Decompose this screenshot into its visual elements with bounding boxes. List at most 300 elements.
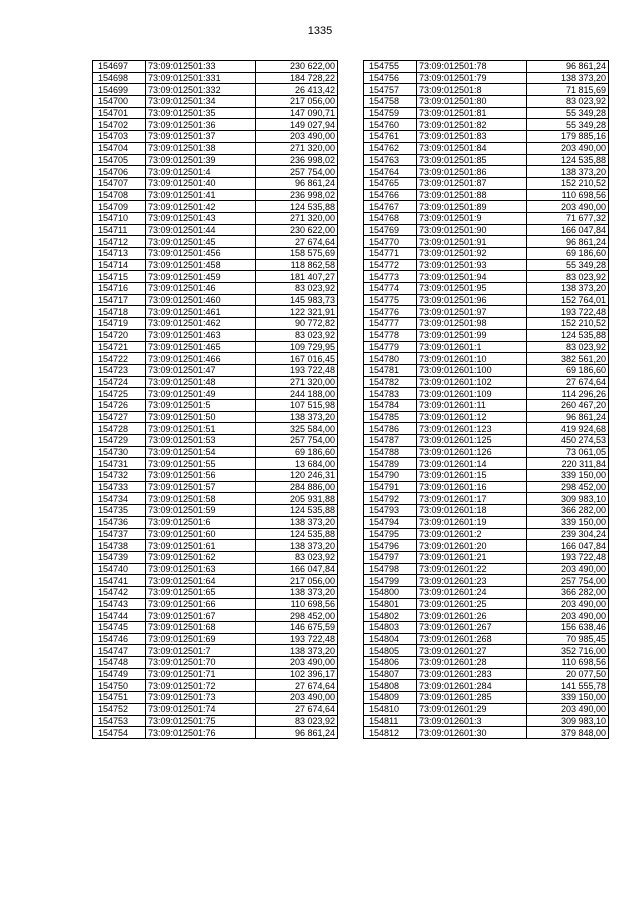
table-row xyxy=(364,610,609,622)
cadastral-number-cell: 73:09:012501:68 xyxy=(146,622,256,634)
cadastral-number-cell: 73:09:012501:465 xyxy=(146,341,256,353)
value-cell: 193 722,48 xyxy=(256,633,338,645)
cadastral-number-cell: 73:09:012601:285 xyxy=(417,692,527,704)
value-cell: 203 490,00 xyxy=(256,657,338,669)
cadastral-number-cell: 73:09:012501:462 xyxy=(146,318,256,330)
value-cell: 26 413,42 xyxy=(256,84,338,96)
cadastral-number-cell: 73:09:012601:17 xyxy=(417,493,527,505)
cadastral-number-cell: 73:09:012501:88 xyxy=(417,189,527,201)
value-cell: 96 861,24 xyxy=(527,411,609,423)
row-number-cell: 154736 xyxy=(93,516,146,528)
cadastral-number-cell: 73:09:012501:89 xyxy=(417,201,527,213)
cadastral-number-cell: 73:09:012501:67 xyxy=(146,610,256,622)
value-cell: 146 675,59 xyxy=(256,622,338,634)
cadastral-number-cell: 73:09:012501:9 xyxy=(417,212,527,224)
value-cell: 138 373,20 xyxy=(256,516,338,528)
value-cell: 193 722,48 xyxy=(527,306,609,318)
value-cell: 257 754,00 xyxy=(256,435,338,447)
value-cell: 166 047,84 xyxy=(527,540,609,552)
table-row xyxy=(364,540,609,552)
value-cell: 27 674,64 xyxy=(256,236,338,248)
table-row xyxy=(93,423,338,435)
table-row xyxy=(93,458,338,470)
cadastral-number-cell: 73:09:012501:94 xyxy=(417,271,527,283)
cadastral-number-cell: 73:09:012501:43 xyxy=(146,212,256,224)
row-number-cell: 154797 xyxy=(364,551,417,563)
table-row xyxy=(364,329,609,341)
row-number-cell: 154738 xyxy=(93,540,146,552)
cadastral-number-cell: 73:09:012501:456 xyxy=(146,248,256,260)
row-number-cell: 154732 xyxy=(93,470,146,482)
value-cell: 83 023,92 xyxy=(527,96,609,108)
cadastral-number-cell: 73:09:012501:35 xyxy=(146,107,256,119)
table-row xyxy=(93,294,338,306)
row-number-cell: 154756 xyxy=(364,72,417,84)
table-row xyxy=(93,131,338,143)
row-number-cell: 154702 xyxy=(93,119,146,131)
cadastral-number-cell: 73:09:012601:27 xyxy=(417,645,527,657)
row-number-cell: 154699 xyxy=(93,84,146,96)
table-row xyxy=(93,668,338,680)
cadastral-number-cell: 73:09:012501:74 xyxy=(146,703,256,715)
value-cell: 244 188,00 xyxy=(256,388,338,400)
table-row xyxy=(93,364,338,376)
value-cell: 203 490,00 xyxy=(527,703,609,715)
cadastral-number-cell: 73:09:012501:87 xyxy=(417,177,527,189)
value-cell: 27 674,64 xyxy=(527,376,609,388)
value-cell: 366 282,00 xyxy=(527,586,609,598)
row-number-cell: 154771 xyxy=(364,248,417,260)
value-cell: 239 304,24 xyxy=(527,528,609,540)
table-row xyxy=(93,528,338,540)
row-number-cell: 154768 xyxy=(364,212,417,224)
table-row xyxy=(364,657,609,669)
cadastral-number-cell: 73:09:012501:50 xyxy=(146,411,256,423)
table-row xyxy=(364,598,609,610)
cadastral-number-cell: 73:09:012501:51 xyxy=(146,423,256,435)
row-number-cell: 154776 xyxy=(364,306,417,318)
cadastral-number-cell: 73:09:012501:80 xyxy=(417,96,527,108)
table-row xyxy=(364,154,609,166)
table-row xyxy=(93,727,338,739)
cadastral-number-cell: 73:09:012501:463 xyxy=(146,329,256,341)
table-row xyxy=(364,224,609,236)
value-cell: 184 728,22 xyxy=(256,72,338,84)
cadastral-number-cell: 73:09:012501:93 xyxy=(417,259,527,271)
table-row xyxy=(93,166,338,178)
cadastral-number-cell: 73:09:012501:63 xyxy=(146,563,256,575)
cadastral-number-cell: 73:09:012601:10 xyxy=(417,353,527,365)
row-number-cell: 154808 xyxy=(364,680,417,692)
cadastral-number-cell: 73:09:012501:59 xyxy=(146,505,256,517)
value-cell: 147 090,71 xyxy=(256,107,338,119)
table-row xyxy=(93,72,338,84)
value-cell: 339 150,00 xyxy=(527,692,609,704)
row-number-cell: 154802 xyxy=(364,610,417,622)
cadastral-number-cell: 73:09:012501:41 xyxy=(146,189,256,201)
table-row xyxy=(93,119,338,131)
row-number-cell: 154750 xyxy=(93,680,146,692)
table-row xyxy=(93,353,338,365)
table-row xyxy=(93,575,338,587)
row-number-cell: 154785 xyxy=(364,411,417,423)
table-row xyxy=(364,668,609,680)
table-row xyxy=(93,586,338,598)
cadastral-number-cell: 73:09:012601:23 xyxy=(417,575,527,587)
row-number-cell: 154783 xyxy=(364,388,417,400)
cadastral-number-cell: 73:09:012601:100 xyxy=(417,364,527,376)
value-cell: 257 754,00 xyxy=(256,166,338,178)
value-cell: 83 023,92 xyxy=(527,341,609,353)
table-row xyxy=(364,166,609,178)
cadastral-number-cell: 73:09:012601:25 xyxy=(417,598,527,610)
row-number-cell: 154713 xyxy=(93,248,146,260)
value-cell: 230 622,00 xyxy=(256,61,338,73)
table-row xyxy=(364,388,609,400)
row-number-cell: 154726 xyxy=(93,399,146,411)
table-row xyxy=(364,575,609,587)
cadastral-number-cell: 73:09:012501:46 xyxy=(146,283,256,295)
cadastral-number-cell: 73:09:012501:56 xyxy=(146,470,256,482)
value-cell: 138 373,20 xyxy=(256,645,338,657)
value-cell: 27 674,64 xyxy=(256,703,338,715)
value-cell: 71 677,32 xyxy=(527,212,609,224)
cadastral-number-cell: 73:09:012601:26 xyxy=(417,610,527,622)
value-cell: 450 274,53 xyxy=(527,435,609,447)
table-row xyxy=(93,610,338,622)
row-number-cell: 154810 xyxy=(364,703,417,715)
cadastral-number-cell: 73:09:012501:458 xyxy=(146,259,256,271)
value-cell: 55 349,28 xyxy=(527,119,609,131)
value-cell: 69 186,60 xyxy=(256,446,338,458)
table-row xyxy=(93,680,338,692)
row-number-cell: 154760 xyxy=(364,119,417,131)
cadastral-number-cell: 73:09:012501:6 xyxy=(146,516,256,528)
value-cell: 83 023,92 xyxy=(527,271,609,283)
table-row xyxy=(364,458,609,470)
row-number-cell: 154773 xyxy=(364,271,417,283)
value-cell: 193 722,48 xyxy=(256,364,338,376)
row-number-cell: 154724 xyxy=(93,376,146,388)
cadastral-number-cell: 73:09:012601:2 xyxy=(417,528,527,540)
table-row xyxy=(364,96,609,108)
row-number-cell: 154746 xyxy=(93,633,146,645)
table-row xyxy=(364,271,609,283)
value-cell: 166 047,84 xyxy=(256,563,338,575)
row-number-cell: 154770 xyxy=(364,236,417,248)
table-row xyxy=(93,61,338,73)
row-number-cell: 154706 xyxy=(93,166,146,178)
cadastral-number-cell: 73:09:012601:16 xyxy=(417,481,527,493)
row-number-cell: 154794 xyxy=(364,516,417,528)
table-row xyxy=(93,388,338,400)
value-cell: 69 186,60 xyxy=(527,364,609,376)
row-number-cell: 154730 xyxy=(93,446,146,458)
row-number-cell: 154717 xyxy=(93,294,146,306)
row-number-cell: 154731 xyxy=(93,458,146,470)
value-cell: 20 077,50 xyxy=(527,668,609,680)
value-cell: 122 321,91 xyxy=(256,306,338,318)
table-row xyxy=(93,271,338,283)
row-number-cell: 154811 xyxy=(364,715,417,727)
row-number-cell: 154722 xyxy=(93,353,146,365)
table-row xyxy=(93,435,338,447)
row-number-cell: 154799 xyxy=(364,575,417,587)
table-row xyxy=(93,236,338,248)
row-number-cell: 154798 xyxy=(364,563,417,575)
row-number-cell: 154805 xyxy=(364,645,417,657)
cadastral-number-cell: 73:09:012501:66 xyxy=(146,598,256,610)
table-row xyxy=(364,551,609,563)
cadastral-number-cell: 73:09:012601:28 xyxy=(417,657,527,669)
table-row xyxy=(93,657,338,669)
table-row xyxy=(364,189,609,201)
cadastral-number-cell: 73:09:012601:14 xyxy=(417,458,527,470)
cadastral-number-cell: 73:09:012601:29 xyxy=(417,703,527,715)
value-cell: 166 047,84 xyxy=(527,224,609,236)
cadastral-number-cell: 73:09:012501:91 xyxy=(417,236,527,248)
cadastral-number-cell: 73:09:012501:79 xyxy=(417,72,527,84)
table-row xyxy=(93,692,338,704)
table-row xyxy=(93,633,338,645)
table-row xyxy=(364,353,609,365)
value-cell: 158 575,69 xyxy=(256,248,338,260)
row-number-cell: 154749 xyxy=(93,668,146,680)
value-cell: 217 056,00 xyxy=(256,96,338,108)
table-row xyxy=(364,283,609,295)
value-cell: 96 861,24 xyxy=(527,236,609,248)
page-number: 1335 xyxy=(307,25,333,37)
cadastral-number-cell: 73:09:012501:49 xyxy=(146,388,256,400)
table-row xyxy=(364,435,609,447)
value-cell: 284 886,00 xyxy=(256,481,338,493)
row-number-cell: 154761 xyxy=(364,131,417,143)
table-row xyxy=(364,306,609,318)
row-number-cell: 154754 xyxy=(93,727,146,739)
row-number-cell: 154739 xyxy=(93,551,146,563)
table-row xyxy=(93,411,338,423)
table-row xyxy=(364,72,609,84)
table-row xyxy=(93,224,338,236)
row-number-cell: 154709 xyxy=(93,201,146,213)
row-number-cell: 154767 xyxy=(364,201,417,213)
value-cell: 124 535,88 xyxy=(527,329,609,341)
row-number-cell: 154787 xyxy=(364,435,417,447)
table-row xyxy=(93,470,338,482)
value-cell: 271 320,00 xyxy=(256,142,338,154)
cadastral-number-cell: 73:09:012601:1 xyxy=(417,341,527,353)
value-cell: 96 861,24 xyxy=(256,727,338,739)
value-cell: 138 373,20 xyxy=(527,166,609,178)
table-row xyxy=(364,563,609,575)
cadastral-number-cell: 73:09:012501:7 xyxy=(146,645,256,657)
value-cell: 120 246,31 xyxy=(256,470,338,482)
row-number-cell: 154790 xyxy=(364,470,417,482)
cadastral-number-cell: 73:09:012501:331 xyxy=(146,72,256,84)
row-number-cell: 154741 xyxy=(93,575,146,587)
table-row xyxy=(93,516,338,528)
table-row xyxy=(364,259,609,271)
table-row xyxy=(364,248,609,260)
table-row xyxy=(93,493,338,505)
row-number-cell: 154701 xyxy=(93,107,146,119)
row-number-cell: 154766 xyxy=(364,189,417,201)
table-row xyxy=(93,563,338,575)
value-cell: 138 373,20 xyxy=(527,72,609,84)
table-row xyxy=(364,411,609,423)
row-number-cell: 154751 xyxy=(93,692,146,704)
table-row xyxy=(364,236,609,248)
cadastral-number-cell: 73:09:012601:22 xyxy=(417,563,527,575)
row-number-cell: 154763 xyxy=(364,154,417,166)
value-cell: 257 754,00 xyxy=(527,575,609,587)
value-cell: 203 490,00 xyxy=(256,131,338,143)
row-number-cell: 154764 xyxy=(364,166,417,178)
value-cell: 203 490,00 xyxy=(256,692,338,704)
value-cell: 298 452,00 xyxy=(527,481,609,493)
row-number-cell: 154698 xyxy=(93,72,146,84)
row-number-cell: 154755 xyxy=(364,61,417,73)
cadastral-number-cell: 73:09:012501:71 xyxy=(146,668,256,680)
row-number-cell: 154745 xyxy=(93,622,146,634)
table-row xyxy=(364,622,609,634)
row-number-cell: 154757 xyxy=(364,84,417,96)
cadastral-number-cell: 73:09:012501:39 xyxy=(146,154,256,166)
value-cell: 193 722,48 xyxy=(527,551,609,563)
row-number-cell: 154801 xyxy=(364,598,417,610)
table-row xyxy=(93,248,338,260)
row-number-cell: 154708 xyxy=(93,189,146,201)
value-cell: 339 150,00 xyxy=(527,516,609,528)
cadastral-number-cell: 73:09:012501:460 xyxy=(146,294,256,306)
row-number-cell: 154728 xyxy=(93,423,146,435)
row-number-cell: 154778 xyxy=(364,329,417,341)
table-row xyxy=(93,84,338,96)
table-row xyxy=(93,259,338,271)
table-row xyxy=(364,376,609,388)
value-cell: 73 061,05 xyxy=(527,446,609,458)
table-row xyxy=(93,341,338,353)
table-row xyxy=(93,446,338,458)
table-row xyxy=(364,142,609,154)
cadastral-number-cell: 73:09:012601:3 xyxy=(417,715,527,727)
cadastral-number-cell: 73:09:012601:15 xyxy=(417,470,527,482)
value-cell: 70 985,45 xyxy=(527,633,609,645)
row-number-cell: 154796 xyxy=(364,540,417,552)
value-cell: 110 698,56 xyxy=(256,598,338,610)
table-row xyxy=(93,329,338,341)
row-number-cell: 154769 xyxy=(364,224,417,236)
cadastral-number-cell: 73:09:012601:21 xyxy=(417,551,527,563)
cadastral-number-cell: 73:09:012501:54 xyxy=(146,446,256,458)
value-cell: 309 983,10 xyxy=(527,715,609,727)
value-cell: 55 349,28 xyxy=(527,259,609,271)
value-cell: 203 490,00 xyxy=(527,610,609,622)
table-row xyxy=(93,318,338,330)
table-row xyxy=(364,294,609,306)
cadastral-number-cell: 73:09:012501:85 xyxy=(417,154,527,166)
row-number-cell: 154809 xyxy=(364,692,417,704)
table-row xyxy=(93,142,338,154)
cadastral-number-cell: 73:09:012601:20 xyxy=(417,540,527,552)
value-cell: 236 998,02 xyxy=(256,189,338,201)
table-row xyxy=(364,481,609,493)
table-row xyxy=(364,201,609,213)
cadastral-number-cell: 73:09:012501:76 xyxy=(146,727,256,739)
row-number-cell: 154740 xyxy=(93,563,146,575)
table-row xyxy=(93,622,338,634)
row-number-cell: 154791 xyxy=(364,481,417,493)
table-row xyxy=(364,318,609,330)
row-number-cell: 154703 xyxy=(93,131,146,143)
row-number-cell: 154795 xyxy=(364,528,417,540)
table-row xyxy=(93,189,338,201)
cadastral-number-cell: 73:09:012501:4 xyxy=(146,166,256,178)
cadastral-number-cell: 73:09:012501:40 xyxy=(146,177,256,189)
value-cell: 110 698,56 xyxy=(527,189,609,201)
row-number-cell: 154772 xyxy=(364,259,417,271)
value-cell: 260 467,20 xyxy=(527,399,609,411)
value-cell: 220 311,84 xyxy=(527,458,609,470)
row-number-cell: 154705 xyxy=(93,154,146,166)
table-row xyxy=(364,446,609,458)
row-number-cell: 154744 xyxy=(93,610,146,622)
row-number-cell: 154782 xyxy=(364,376,417,388)
cadastral-number-cell: 73:09:012501:459 xyxy=(146,271,256,283)
cadastral-number-cell: 73:09:012501:62 xyxy=(146,551,256,563)
value-cell: 138 373,20 xyxy=(527,283,609,295)
cadastral-number-cell: 73:09:012501:332 xyxy=(146,84,256,96)
table-row xyxy=(364,61,609,73)
cadastral-number-cell: 73:09:012601:18 xyxy=(417,505,527,517)
cadastral-number-cell: 73:09:012501:466 xyxy=(146,353,256,365)
row-number-cell: 154789 xyxy=(364,458,417,470)
cadastral-number-cell: 73:09:012501:55 xyxy=(146,458,256,470)
table-row xyxy=(93,481,338,493)
cadastral-number-cell: 73:09:012601:11 xyxy=(417,399,527,411)
value-cell: 71 815,69 xyxy=(527,84,609,96)
row-number-cell: 154792 xyxy=(364,493,417,505)
table-row xyxy=(93,645,338,657)
table-row xyxy=(364,341,609,353)
value-cell: 325 584,00 xyxy=(256,423,338,435)
cadastral-number-cell: 73:09:012501:37 xyxy=(146,131,256,143)
table-row xyxy=(364,633,609,645)
row-number-cell: 154716 xyxy=(93,283,146,295)
value-cell: 203 490,00 xyxy=(527,563,609,575)
value-cell: 83 023,92 xyxy=(256,329,338,341)
cadastral-number-cell: 73:09:012501:83 xyxy=(417,131,527,143)
row-number-cell: 154725 xyxy=(93,388,146,400)
value-cell: 138 373,20 xyxy=(256,586,338,598)
cadastral-number-cell: 73:09:012501:92 xyxy=(417,248,527,260)
row-number-cell: 154719 xyxy=(93,318,146,330)
value-cell: 152 764,01 xyxy=(527,294,609,306)
table-row xyxy=(364,715,609,727)
register-table-left xyxy=(92,60,338,739)
table-row xyxy=(93,376,338,388)
value-cell: 138 373,20 xyxy=(256,540,338,552)
row-number-cell: 154735 xyxy=(93,505,146,517)
cadastral-number-cell: 73:09:012501:97 xyxy=(417,306,527,318)
table-row xyxy=(364,212,609,224)
row-number-cell: 154748 xyxy=(93,657,146,669)
value-cell: 141 555,78 xyxy=(527,680,609,692)
value-cell: 96 861,24 xyxy=(527,61,609,73)
table-row xyxy=(93,715,338,727)
cadastral-number-cell: 73:09:012501:86 xyxy=(417,166,527,178)
table-row xyxy=(364,84,609,96)
